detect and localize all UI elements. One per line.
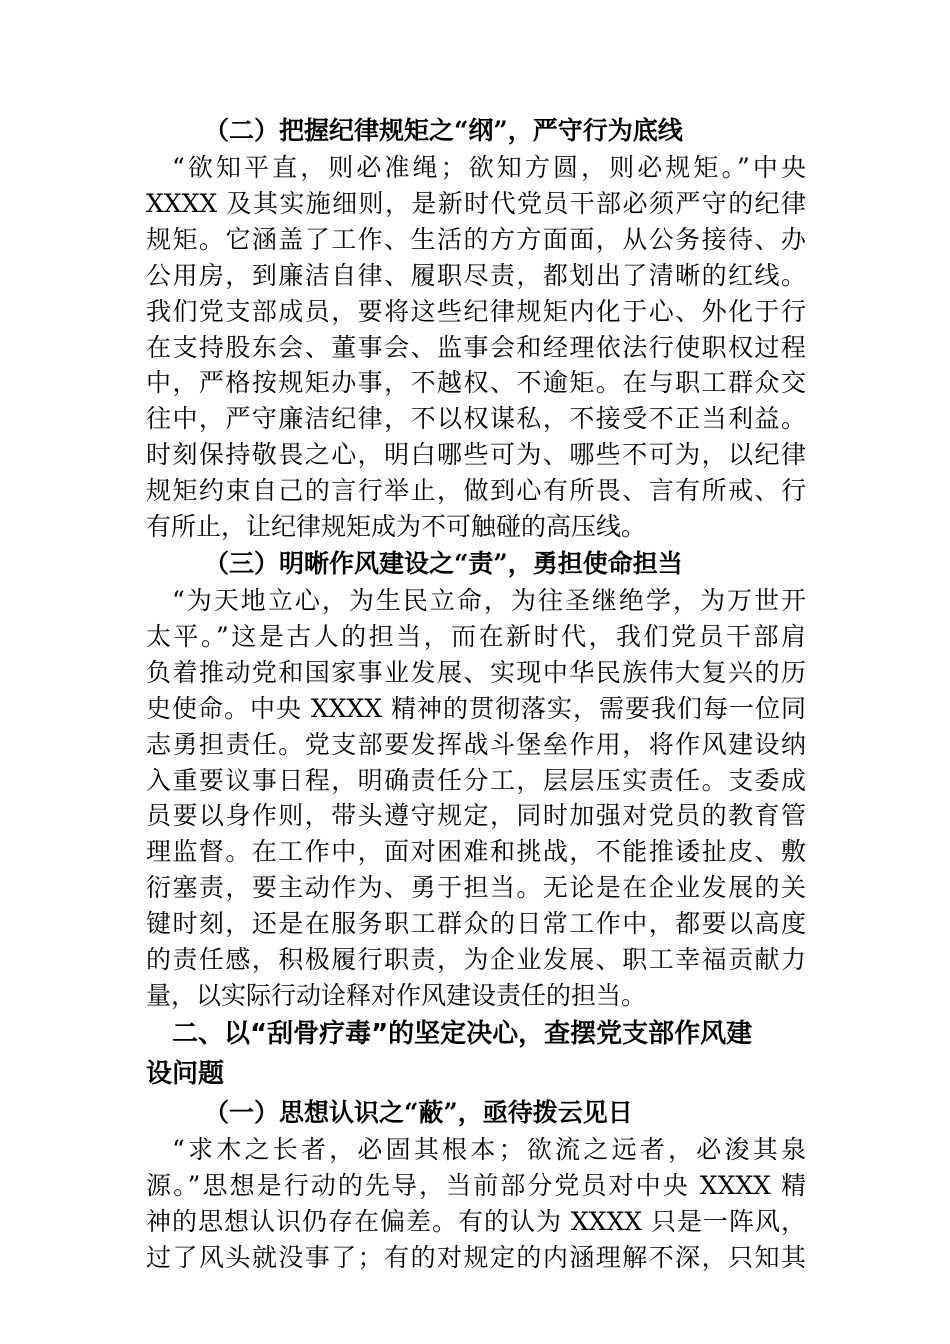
text-line: 往中，严守廉洁纪律，不以权谋私，不接受不正当利益。 (146, 404, 806, 434)
text-line: 公用房，到廉洁自律、履职尽责，都划出了清晰的红线。 (146, 260, 806, 290)
text-line: 太平。”这是古人的担当，而在新时代，我们党员干部肩 (146, 621, 806, 651)
text-line: 理监督。在工作中，面对困难和挑战，不能推诿扯皮、敷 (146, 837, 806, 867)
paragraph-discipline (146, 150, 806, 545)
text-line: 源。”思想是行动的先导，当前部分党员对中央 XXXX 精 (146, 1170, 806, 1200)
text-line: “欲知平直，则必准绳；欲知方圆，则必规矩。”中央 (172, 153, 806, 182)
text-line: XXXX 及其实施细则，是新时代党员干部必须严守的纪律 (146, 188, 806, 218)
text-line: 的责任感，积极履行职责，为企业发展、职工幸福贡献力 (146, 945, 806, 975)
heading-line: 二、以“刮骨疗毒”的坚定决心，查摆党支部作风建 (172, 1018, 753, 1049)
text-line: 神的思想认识仍存在偏差。有的认为 XXXX 只是一阵风， (146, 1206, 806, 1236)
text-line: 中，严格按规矩办事，不越权、不逾矩。在与职工群众交 (146, 368, 806, 398)
text-line: 史使命。中央 XXXX 精神的贯彻落实，需要我们每一位同 (146, 693, 806, 723)
section-heading-2: （二）把握纪律规矩之“纲”，严守行为底线 (204, 116, 683, 145)
text-line: 负着推动党和国家事业发展、实现中华民族伟大复兴的历 (146, 657, 806, 687)
text-line: 入重要议事日程，明确责任分工，层层压实责任。支委成 (146, 765, 806, 795)
paragraph-thinking (146, 1132, 806, 1276)
text-line: 规矩约束自己的言行举止，做到心有所畏、言有所戒、行 (146, 476, 806, 506)
chapter-heading-2 (146, 1014, 806, 1094)
text-line: 有所止，让纪律规矩成为不可触碰的高压线。 (146, 512, 647, 542)
text-line: “求木之长者，必固其根本；欲流之远者，必浚其泉 (172, 1134, 806, 1164)
text-line: 在支持股东会、董事会、监事会和经理依法行使职权过程 (146, 332, 806, 362)
text-line: 键时刻，还是在服务职工群众的日常工作中，都要以高度 (146, 909, 806, 939)
text-line: “为天地立心，为生民立命，为往圣继绝学，为万世开 (172, 585, 806, 615)
text-line: 过了风头就没事了；有的对规定的内涵理解不深，只知其 (146, 1242, 806, 1272)
text-line: 我们党支部成员，要将这些纪律规矩内化于心、外化于行 (146, 296, 806, 326)
text-line: 量，以实际行动诠释对作风建设责任的担当。 (146, 980, 647, 1010)
text-line: 志勇担责任。党支部要发挥战斗堡垒作用，将作风建设纳 (146, 729, 806, 759)
document-page (146, 112, 806, 1275)
text-line: 规矩。它涵盖了工作、生活的方方面面，从公务接待、办 (146, 224, 806, 254)
paragraph-responsibility (146, 583, 806, 1014)
text-line: 时刻保持敬畏之心，明白哪些可为、哪些不可为，以纪律 (146, 440, 806, 470)
section-heading-3: （三）明晰作风建设之“责”，勇担使命担当 (204, 548, 683, 578)
text-line: 衍塞责，要主动作为、勇于担当。无论是在企业发展的关 (146, 873, 806, 903)
text-line: 员要以身作则，带头遵守规定，同时加强对党员的教育管 (146, 801, 806, 831)
section-heading-1: （一）思想认识之“蔽”，亟待拨云见日 (204, 1097, 633, 1127)
heading-line: 设问题 (146, 1058, 225, 1089)
